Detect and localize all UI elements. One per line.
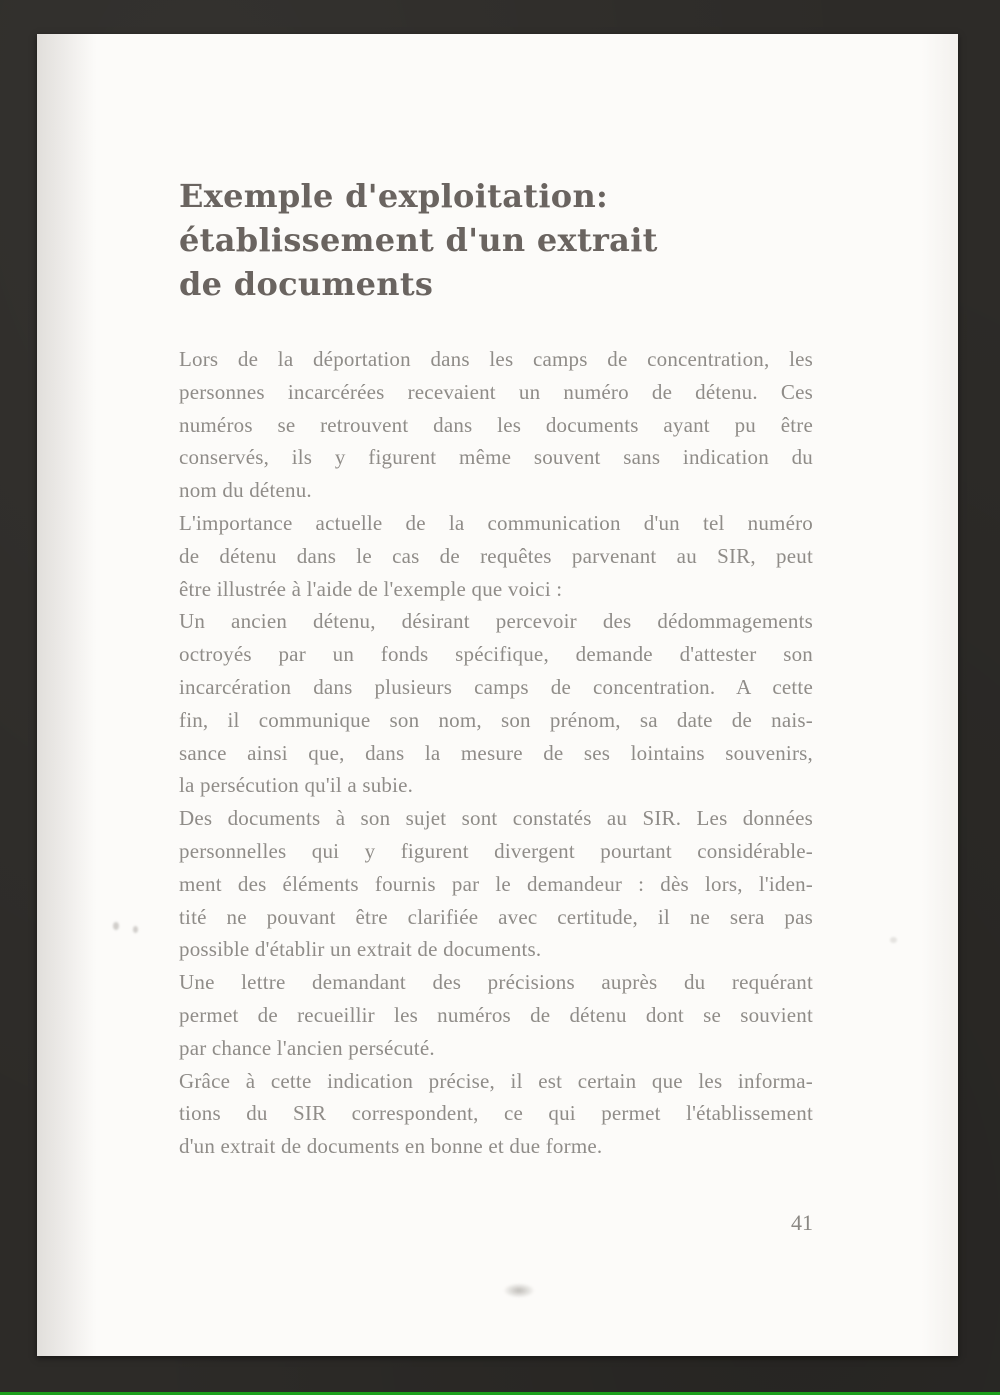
text-line: nom du détenu.	[179, 478, 312, 503]
text-line: incarcération dans plusieurs camps de concentration. A cette	[179, 674, 813, 699]
page-edge-sliver	[0, 40, 37, 1358]
text-line: possible d'établir un extrait de documents.	[179, 937, 542, 962]
text-line: d'un extrait de documents en bonne et due forme.	[179, 1134, 603, 1159]
text-line: être illustrée à l'aide de l'exemple que voici :	[179, 576, 563, 601]
text-line: permet de recueillir les numéros de détenu dont se souvient	[179, 1002, 813, 1027]
scan-artifact-dot	[890, 937, 897, 943]
text-line: personnes incarcérées recevaient un numéro de détenu. Ces	[179, 379, 813, 404]
paragraph	[179, 507, 813, 605]
scan-smudge	[503, 1283, 535, 1298]
text-line: numéros se retrouvent dans les documents ayant pu être	[179, 412, 813, 437]
text-line: la persécution qu'il a subie.	[179, 773, 414, 798]
paragraph	[179, 1065, 813, 1163]
text-line: Grâce à cette indication précise, il est certain que les informa-	[179, 1068, 813, 1093]
page-title-line: Exemple d'exploitation:	[179, 177, 609, 215]
scan-artifact-dot	[133, 926, 138, 933]
text-line: Des documents à son sujet sont constatés au SIR. Les données	[179, 806, 813, 831]
text-line: tions du SIR correspondent, ce qui permet l'établissement	[179, 1101, 813, 1126]
text-line: ment des éléments fournis par le demandeur : dès lors, l'iden-	[179, 871, 813, 896]
page-number: 41	[791, 1210, 813, 1235]
text-line: Une lettre demandant des précisions auprès du requérant	[179, 970, 813, 995]
text-line: Lors de la déportation dans les camps de concentration, les	[179, 347, 813, 371]
body-text	[179, 343, 813, 1163]
text-line: conservés, ils y figurent même souvent sans indication du	[179, 445, 813, 470]
paragraph	[179, 802, 813, 966]
page-title-line: établissement d'un extrait	[179, 221, 658, 259]
text-line: Un ancien détenu, désirant percevoir des dédommagements	[179, 609, 813, 634]
page-title	[179, 174, 839, 306]
text-line: par chance l'ancien persécuté.	[179, 1035, 435, 1060]
text-line: tité ne pouvant être clarifiée avec certitude, il ne sera pas	[179, 904, 813, 929]
text-line: de détenu dans le cas de requêtes parvenant au SIR, peut	[179, 543, 813, 568]
book-page	[37, 34, 958, 1356]
text-line: personnelles qui y figurent divergent pourtant considérable-	[179, 838, 813, 863]
paragraph	[179, 966, 813, 1064]
text-line: octroyés par un fonds spécifique, demande d'attester son	[179, 642, 813, 667]
text-line: fin, il communique son nom, son prénom, sa date de nais-	[179, 707, 813, 732]
scan-artifact-dot	[113, 922, 119, 930]
gutter-shadow	[37, 34, 97, 1356]
text-line: sance ainsi que, dans la mesure de ses lointains souvenirs,	[179, 740, 813, 765]
page-title-line: de documents	[179, 265, 434, 303]
paragraph	[179, 343, 813, 507]
paragraph	[179, 605, 813, 802]
text-line: L'importance actuelle de la communication d'un tel numéro	[179, 510, 813, 535]
